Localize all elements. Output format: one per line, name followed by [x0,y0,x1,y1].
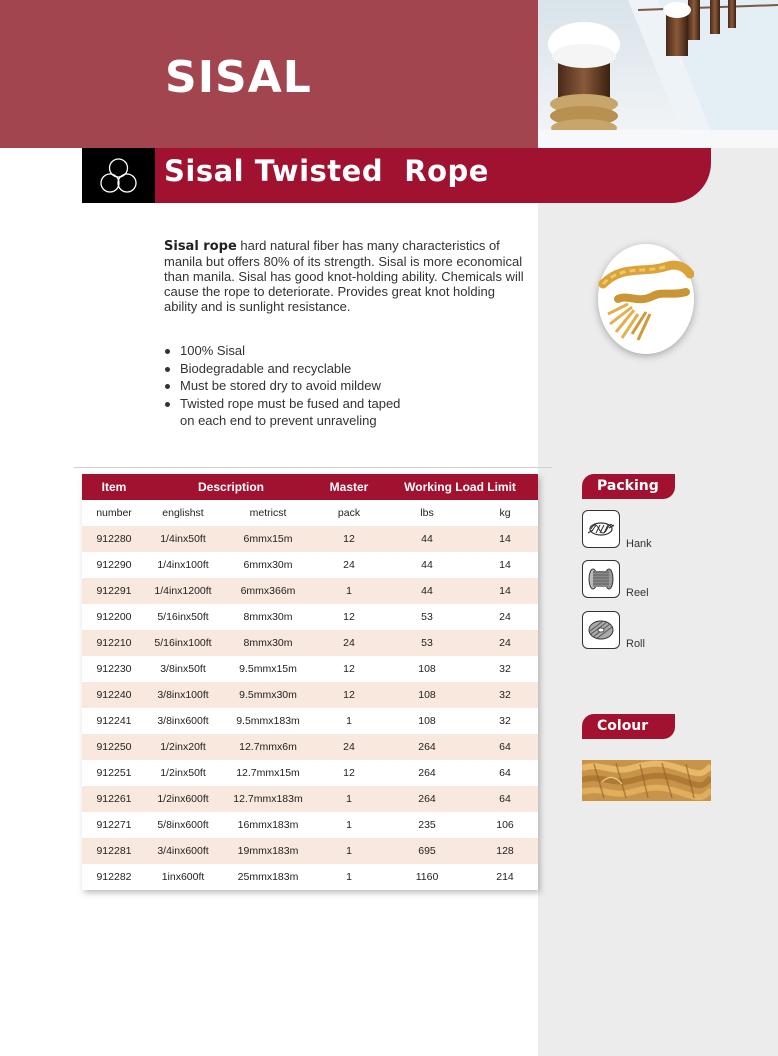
cell-englishst: 1/4inx1200ft [146,578,220,604]
cell-lbs: 44 [382,526,472,552]
table-subheader-row [82,500,538,526]
cell-number: 912230 [96,663,132,675]
packing-label-hank: Hank [626,538,652,550]
cell-englishst: 1/2inx600ft [146,786,220,812]
subheader-number: number [96,507,132,519]
packing-label-reel: Reel [626,587,649,599]
cell-kg: 64 [472,786,538,812]
cell-number: 912291 [82,578,146,604]
cell-kg: 32 [472,682,538,708]
cell-pack: 12 [343,611,355,623]
table-row [82,630,538,656]
subheader-englishst: englishst [162,507,204,519]
table-row [82,552,538,578]
cell-lbs: 264 [418,767,436,779]
cell-kg: 24 [472,630,538,656]
cell-englishst: 3/8inx100ft [146,682,220,708]
cell-pack: 1 [346,871,352,883]
cell-number: 912250 [82,734,146,760]
cell-englishst: 1inx600ft [161,871,205,883]
header-photo [538,0,778,148]
feature-item-continued-text: on each end to prevent unraveling [180,413,377,428]
table-row [82,812,538,838]
cell-pack: 1 [316,838,382,864]
table-row [82,682,538,708]
feature-item: Biodegradable and recyclable [163,360,400,378]
reel-icon [582,560,620,598]
cell-englishst: 3/4inx600ft [146,838,220,864]
cell-number: 912241 [96,715,132,727]
subheader-lbs: lbs [420,507,434,519]
colour-heading: Colour [582,714,675,739]
cell-englishst: 1/2inx20ft [146,734,220,760]
cell-metricst: 12.7mmx15m [236,767,300,779]
cell-pack: 1 [316,786,382,812]
cell-metricst: 9.5mmx183m [236,715,300,727]
cell-kg: 106 [496,819,514,831]
cell-pack: 24 [343,559,355,571]
cell-englishst: 1/2inx50ft [160,767,206,779]
feature-item-continued [163,412,400,430]
cell-englishst: 1/4inx50ft [146,526,220,552]
header-description: Description [146,474,316,500]
subheader-metricst: metricst [249,507,287,519]
cell-kg: 24 [499,611,511,623]
table-row [82,734,538,760]
feature-item: Twisted rope must be fused and taped [163,395,400,413]
cell-metricst: 12.7mmx183m [220,786,316,812]
cell-number: 912210 [82,630,146,656]
cell-lbs: 108 [418,663,436,675]
cell-kg: 14 [499,559,511,571]
feature-item: Must be stored dry to avoid mildew [163,377,400,395]
cell-lbs: 53 [421,611,433,623]
cell-metricst: 9.5mmx15m [239,663,297,675]
table-row [82,708,538,734]
cell-number: 912280 [82,526,146,552]
cell-number: 912282 [96,871,132,883]
intro-text: hard natural fiber has many characteristics of manila but offers 80% of its strength. Sisal is more economical than manila. Sisal has good knot-holding ability. Chemicals will cause the rope to deteriorate. Provides great knot holding ability and is sunlight resistance. [164,238,524,314]
cell-lbs: 1160 [415,871,439,883]
header-working-load-limit: Working Load Limit [382,474,538,500]
cell-metricst: 8mmx30m [220,630,316,656]
cell-lbs: 108 [418,715,436,727]
table-row [82,760,538,786]
section-title: Sisal Twisted Rope [164,154,489,188]
feature-list [163,342,400,430]
cell-lbs: 264 [382,786,472,812]
cell-number: 912271 [96,819,132,831]
cell-lbs: 44 [382,578,472,604]
cell-kg: 32 [499,663,511,675]
cell-pack: 12 [316,682,382,708]
cell-englishst: 3/8inx600ft [157,715,209,727]
cell-metricst: 9.5mmx30m [220,682,316,708]
cell-number: 912251 [96,767,132,779]
cell-englishst: 3/8inx50ft [160,663,206,675]
packing-heading: Packing [582,474,675,499]
cell-metricst: 19mmx183m [220,838,316,864]
table-row [82,656,538,682]
cell-kg: 128 [472,838,538,864]
table-header-row [82,474,538,500]
table-divider [74,467,552,468]
cell-metricst: 6mmx30m [243,559,293,571]
cell-number: 912240 [82,682,146,708]
cell-pack: 1 [346,715,352,727]
cell-lbs: 235 [418,819,436,831]
table-row [82,786,538,812]
cell-kg: 64 [499,767,511,779]
cell-pack: 1 [346,819,352,831]
cell-kg: 14 [472,526,538,552]
cell-englishst: 5/8inx600ft [157,819,209,831]
cell-number: 912281 [82,838,146,864]
cell-number: 912261 [82,786,146,812]
table-row [82,578,538,604]
cell-lbs: 695 [382,838,472,864]
table-row [82,604,538,630]
cell-kg: 64 [472,734,538,760]
cell-number: 912290 [96,559,132,571]
cell-metricst: 12.7mmx6m [220,734,316,760]
cell-lbs: 264 [382,734,472,760]
cell-metricst: 6mmx366m [220,578,316,604]
cell-englishst: 5/16inx50ft [157,611,209,623]
cell-metricst: 8mmx30m [243,611,293,623]
feature-item: 100% Sisal [163,342,400,360]
cell-kg: 14 [472,578,538,604]
cell-pack: 12 [343,663,355,675]
hank-icon [582,510,620,548]
cell-englishst: 1/4inx100ft [157,559,209,571]
roll-icon [582,611,620,649]
subheader-kg: kg [499,507,511,519]
rope-sample-image [598,244,694,354]
cell-number: 912200 [96,611,132,623]
cell-kg: 32 [499,715,511,727]
table-row [82,864,538,890]
cell-kg: 214 [496,871,514,883]
cell-metricst: 6mmx15m [220,526,316,552]
spec-table [82,474,538,890]
header-item: Item [82,474,146,500]
cell-englishst: 5/16inx100ft [146,630,220,656]
cell-pack: 24 [316,734,382,760]
cell-lbs: 108 [382,682,472,708]
colour-swatch-image [582,760,711,801]
intro-lead: Sisal rope [164,239,237,254]
page-title: SISAL [165,52,312,103]
cell-metricst: 16mmx183m [237,819,299,831]
cell-pack: 24 [316,630,382,656]
header-master: Master [316,474,382,500]
subheader-pack: pack [337,507,361,519]
table-row [82,838,538,864]
packing-label-roll: Roll [626,638,645,650]
cell-pack: 12 [316,526,382,552]
cell-lbs: 44 [421,559,433,571]
rope-strands-icon [82,148,155,203]
table-row [82,526,538,552]
cell-metricst: 25mmx183m [237,871,299,883]
cell-pack: 12 [343,767,355,779]
intro-paragraph [164,238,524,314]
cell-pack: 1 [316,578,382,604]
cell-lbs: 53 [382,630,472,656]
